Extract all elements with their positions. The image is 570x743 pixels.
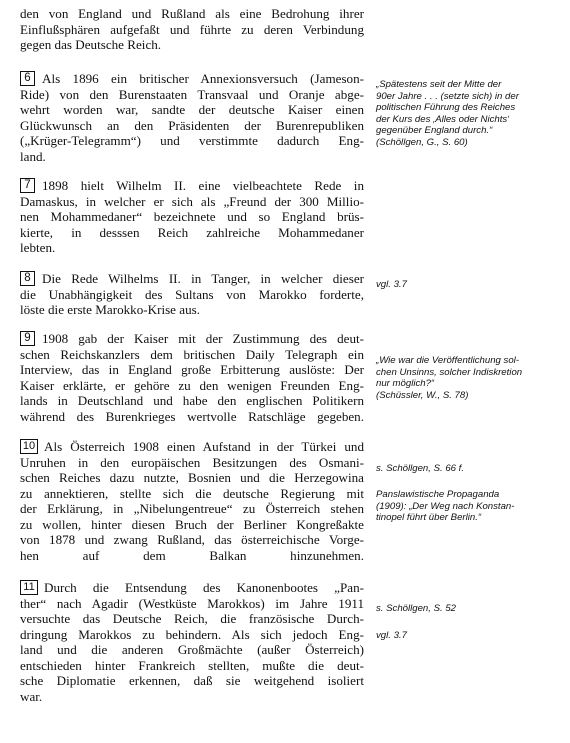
text-line: 1898 hielt Wilhelm II. eine vielbeachtete Rede in — [42, 178, 364, 193]
text-line: zu annektieren, stellte sich die deutsche Regierung mit — [20, 485, 364, 501]
paragraph-intro — [20, 6, 364, 53]
margin-note-panslawistische: Panslawistische Propaganda (1909): „Der Weg nach Konstan- tinopel führt über Berlin.“ — [376, 489, 515, 524]
text-line: Als Österreich 1908 einen Aufstand in der Türkei und — [44, 439, 364, 454]
margin-note-vgl-3-7: vgl. 3.7 — [376, 279, 407, 290]
text-line: Die Rede Wilhelms II. in Tanger, in welcher dieser — [42, 271, 364, 286]
text-line: versuchte das Deutsche Reich, die französische Durch- — [20, 611, 364, 626]
text-line: löste die erste Marokko-Krise aus. — [20, 302, 200, 317]
margin-note-schoellgen-66: s. Schöllgen, S. 66 f. — [376, 463, 464, 474]
margin-note-vgl-3-7-b: vgl. 3.7 — [376, 630, 407, 641]
paragraph-8 — [20, 271, 364, 318]
paragraph-number: 10 — [20, 439, 38, 454]
paragraph-11 — [20, 580, 364, 704]
text-line: nen Mohammedaner“ bezeichnete und so England brüs- — [20, 209, 364, 224]
text-line: Ride) von den Burenstaaten Transvaal und Oranje abge- — [20, 86, 364, 102]
text-line: Kaiser erklärte, er gehöre zu den wenigen Freunden Eng- — [20, 377, 364, 393]
text-line: land. — [20, 148, 46, 164]
text-line: 1908 gab der Kaiser mit der Zustimmung des deut- — [42, 331, 364, 346]
paragraph-number: 6 — [20, 71, 35, 86]
text-line: schen Reichskanzlers dem britischen Daily Telegraph ein — [20, 346, 364, 362]
margin-note-quote-schoellgen: „Spätestens seit der Mitte der 90er Jahre . . . (setzte sich) in der politischen Führung des Reiches der Kurs des ‚Alles oder Nichts‘ gegenüber England durch.“ (Schöllgen, G., S. 60) — [376, 79, 519, 148]
text-line: Interview, das in England große Erbitterung auslöste: Der — [20, 362, 364, 377]
text-line: gegen das Deutsche Reich. — [20, 37, 162, 52]
paragraph-10 — [20, 439, 364, 563]
margin-note-schoellgen-52: s. Schöllgen, S. 52 — [376, 603, 456, 614]
text-line: dringung Marokkos zu behindern. Als sich jedoch Eng- — [20, 626, 364, 642]
text-line: lebten. — [20, 240, 56, 255]
text-line: war. — [20, 688, 43, 704]
paragraph-7 — [20, 178, 364, 256]
text-line: der Erklärung, in „Nibelungentreue“ zu Österreich stehen — [20, 501, 364, 516]
text-line: den von England und Rußland als eine Bedrohung ihrer — [20, 6, 364, 21]
paragraph-number: 7 — [20, 178, 35, 193]
text-line: Als 1896 ein britischer Annexionsversuch (Jameson- — [42, 71, 364, 86]
text-line: schen Reiches dazu nutzte, Bosnien und die Herzegowina — [20, 470, 364, 485]
text-line: ther“ nach Agadir (Westküste Marokkos) im Jahre 1911 — [20, 595, 364, 611]
margin-note-quote-schuessler: „Wie war die Veröffentlichung sol- chen Unsinns, solcher Indiskretion nur möglich?“ (Schüssler, W., S. 78) — [376, 355, 523, 401]
text-line: hen auf dem Balkan hinzunehmen. — [20, 547, 364, 563]
paragraph-number: 11 — [20, 580, 38, 595]
text-line: Glückwunsch an den Präsidenten der Burenrepubliken — [20, 117, 364, 133]
paragraph-6 — [20, 71, 364, 164]
text-line: die Unabhängigkeit des Sultans von Marokko forderte, — [20, 286, 364, 302]
text-line: Durch die Entsendung des Kanonenbootes „Pan- — [44, 580, 364, 595]
text-line: kierte, in desssen Reich zahlreiche Mohammedaner — [20, 224, 364, 240]
paragraph-number: 9 — [20, 331, 35, 346]
text-line: Unruhen in den europäischen Besitzungen des Osmani- — [20, 454, 364, 470]
text-line: sche Diplomatie erkennen, daß sie weitgehend isoliert — [20, 673, 364, 688]
text-line: wehrt worden war, sandte der deutsche Kaiser einen — [20, 102, 364, 117]
text-line: lands in Deutschland und habe den englischen Politikern — [20, 393, 364, 408]
text-line: Einflußsphären aufgefaßt und führte zu deren Verbindung — [20, 21, 364, 37]
text-line: zu wollen, hinter diesen Bruch der Berliner Kongreßakte — [20, 516, 364, 532]
text-line: von 1878 und zwang Rußland, das österreichische Vorge- — [20, 532, 364, 547]
text-line: entschieden hinter Frankreich stellten, mußte die deut- — [20, 657, 364, 673]
paragraph-9 — [20, 331, 364, 424]
text-line: während des Burenkrieges wertvolle Ratschläge gegeben. — [20, 408, 364, 424]
text-line: („Krüger-Telegramm“) und verstimmte dadurch Eng- — [20, 133, 364, 148]
paragraph-number: 8 — [20, 271, 35, 286]
text-line: Damaskus, in welcher er sich als „Freund der 300 Millio- — [20, 193, 364, 209]
text-line: land und die anderen Großmächte (außer Österreich) — [20, 642, 364, 657]
